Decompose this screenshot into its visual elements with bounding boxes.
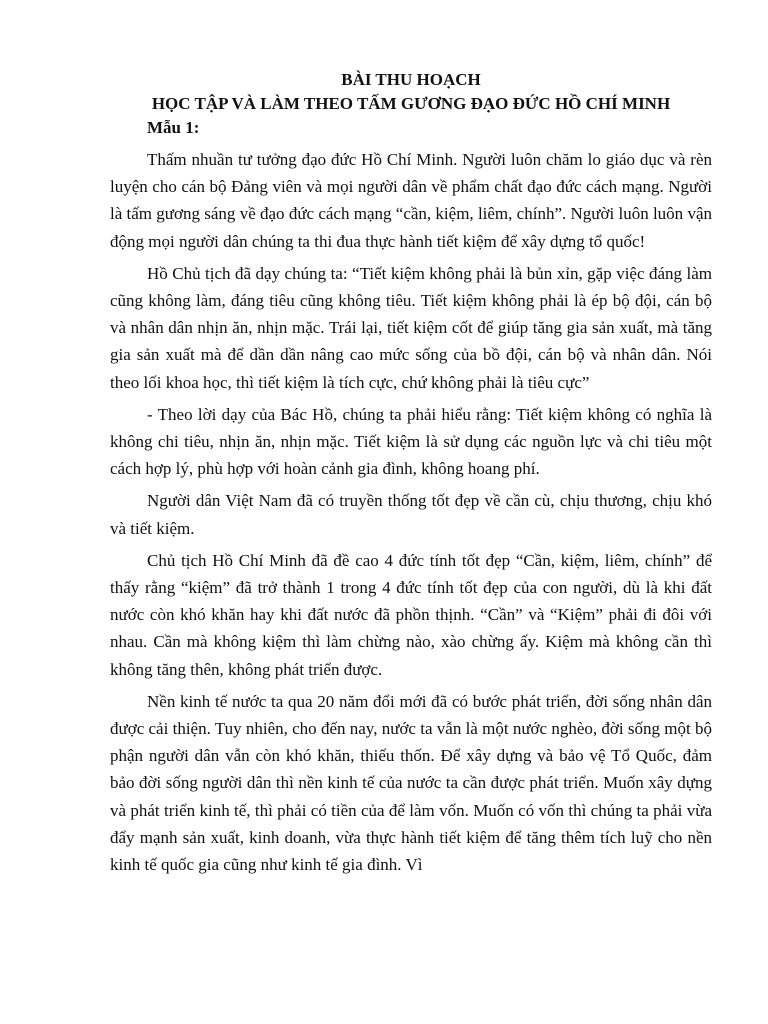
- paragraph: Hồ Chủ tịch đã dạy chúng ta: “Tiết kiệm không phải là bủn xỉn, gặp việc đáng làm cũng không làm, đáng tiêu cũng không tiêu. Tiết kiệm không phải là ép bộ đội, cán bộ và nhân dân nhịn ăn, nhịn mặc. Trái lại, tiết kiệm cốt để giúp tăng gia sản xuất, mà tăng gia sản xuất mà để dần dần nâng cao mức sống của bồ đội, cán bộ và nhân dân. Nói theo lối khoa học, thì tiết kiệm là tích cực, chứ không phải là tiêu cực”: [110, 263, 712, 392]
- paragraph: Thấm nhuần tư tưởng đạo đức Hồ Chí Minh. Người luôn chăm lo giáo dục và rèn luyện cho cán bộ Đảng viên và mọi người dân về phẩm chất đạo đức cách mạng. Người là tấm gương sáng về đạo đức cách mạng “cần, kiệm, liêm, chính”. Người luôn luôn vận động mọi người dân chúng ta thi đua thực hành tiết kiệm để xây dựng tổ quốc!: [110, 150, 712, 251]
- document-title: BÀI THU HOẠCH: [341, 70, 481, 89]
- document-subtitle: HỌC TẬP VÀ LÀM THEO TẤM GƯƠNG ĐẠO ĐỨC HỒ CHÍ MINH: [151, 94, 671, 113]
- document-page: [110, 64, 712, 883]
- sample-label: Mẫu 1:: [147, 118, 200, 137]
- paragraph: Chủ tịch Hồ Chí Minh đã đề cao 4 đức tính tốt đẹp “Cần, kiệm, liêm, chính” để thấy rằng “kiệm” đã trở thành 1 trong 4 đức tính tốt đẹp của con người, dù là khi đất nước còn khó khăn hay khi đất nước đã phồn thịnh. “Cần” và “Kiệm” phải đi đôi với nhau. Cần mà không kiệm thì làm chừng nào, xào chừng ấy. Kiệm mà không cần thì không tăng thên, không phát triển được.: [110, 550, 712, 679]
- paragraph: - Theo lời dạy của Bác Hồ, chúng ta phải hiểu rằng: Tiết kiệm không có nghĩa là không chi tiêu, nhịn ăn, nhịn mặc. Tiết kiệm là sử dụng các nguồn lực và chi tiêu một cách hợp lý, phù hợp với hoàn cảnh gia đình, không hoang phí.: [110, 404, 712, 479]
- paragraph: Người dân Việt Nam đã có truyền thống tốt đẹp về cần cù, chịu thương, chịu khó và tiết kiệm.: [110, 491, 712, 538]
- paragraph: Nền kinh tế nước ta qua 20 năm đổi mới đã có bước phát triển, đời sống nhân dân được cải thiện. Tuy nhiên, cho đến nay, nước ta vẫn là một nước nghèo, đời sống một bộ phận người dân vẫn còn khó khăn, thiếu thốn. Để xây dựng và bảo vệ Tổ Quốc, đảm bảo đời sống người dân thì nền kinh tế của nước ta cần được phát triển. Muốn xây dựng và phát triển kinh tế, thì phải có tiền của để làm vốn. Muốn có vốn thì chúng ta phải vừa đẩy mạnh sản xuất, kinh doanh, vừa thực hành tiết kiệm để tăng thêm tích luỹ cho nền kinh tế quốc gia cũng như kinh tế gia đình. Vì: [110, 691, 712, 875]
